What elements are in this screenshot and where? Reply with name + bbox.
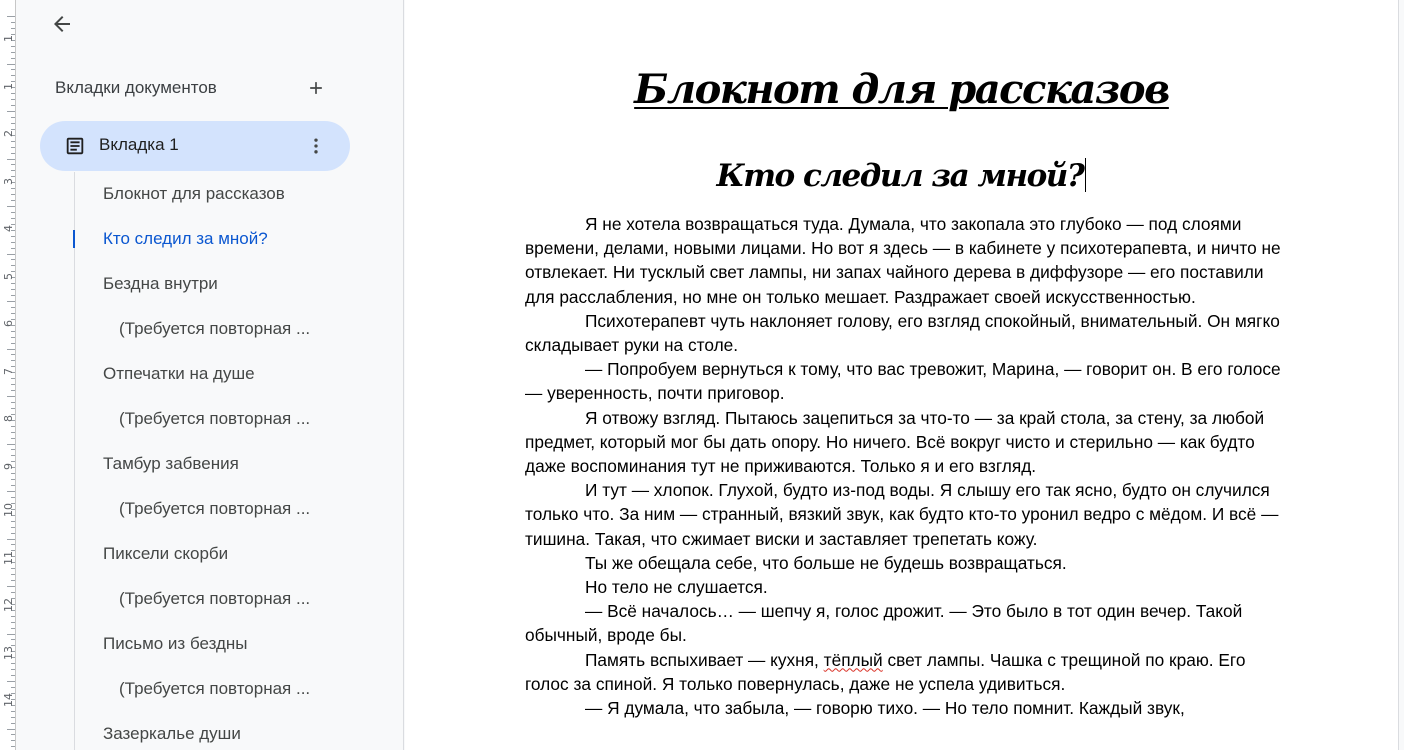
ruler-tick [11,117,15,118]
ruler-tick [11,449,15,450]
ruler-tick [11,200,15,201]
ruler-tick [11,343,15,344]
ruler-tick [11,675,15,676]
outline-heading[interactable]: Кто следил за мной? [103,229,268,248]
ruler-tick [7,681,15,682]
ruler-tick [11,259,15,260]
ruler-tick [11,337,15,338]
ruler-tick [11,740,15,741]
ruler-tick [11,283,15,284]
ruler-tick [11,723,15,724]
ruler-tick [11,69,15,70]
paragraph: Психотерапевт чуть наклоняет голову, его взгляд спокойный, внимательный. Он мягко складывает руки на столе. [525,310,1280,356]
vertical-ruler [0,0,16,750]
paragraph: Но тело не слушается. [585,577,768,598]
paragraph-text: Память вспыхивает — кухня, [585,649,824,670]
ruler-tick [7,349,15,350]
document-heading[interactable] [405,158,1398,194]
paragraph [525,648,1285,696]
ruler-tick [11,331,15,332]
ruler-tick [11,22,15,23]
tab-options-button[interactable] [304,134,328,158]
outline-subheading[interactable]: (Требуется повторная ... [119,589,311,608]
outline-subheading[interactable]: (Требуется повторная ... [119,409,311,428]
active-heading-indicator [73,230,75,248]
ruler-tick [11,521,15,522]
text-cursor [1085,158,1086,192]
ruler-tick [11,711,15,712]
ruler-tick [7,64,15,65]
ruler-tick [11,242,15,243]
ruler-tick [11,354,15,355]
ruler-tick [7,301,15,302]
outline-heading[interactable]: Зазеркалье души [103,724,241,743]
ruler-tick [11,52,15,53]
ruler-tick [7,111,15,112]
paragraph: И тут — хлопок. Глухой, будто из-под воды. Я слышу его так ясно, будто он случился только что. За ним — странный, вязкий звук, как будто кто-то уронил ведро с мёдом. И всё — тишина. Такая, что сжимает виски и заставляет трепетать кожу. [525,480,1279,549]
ruler-tick [11,123,15,124]
ruler-tick [11,473,15,474]
ruler-number: 9 [2,462,15,470]
ruler-tick [11,313,15,314]
ruler-tick [11,622,15,623]
outline-heading[interactable]: Бездна внутри [103,274,218,293]
outline-heading[interactable]: Отпечатки на душе [103,364,255,383]
heading-text: Кто следил за мной? [716,158,1084,194]
ruler-tick [7,159,15,160]
ruler-tick [11,669,15,670]
ruler-tick [11,426,15,427]
ruler-tick [11,580,15,581]
ruler-tick [7,396,15,397]
paragraph-text: свет лампы. Чашка с трещиной по краю. Его голос за спиной. Я только повернулась, даже не успела удивиться. [525,649,1246,694]
document-title[interactable]: Блокнот для рассказов [634,66,1169,113]
ruler-tick [11,75,15,76]
ruler-tick [11,663,15,664]
ruler-tick [11,384,15,385]
add-tab-button[interactable] [304,76,328,100]
outline-heading[interactable]: Пиксели скорби [103,544,229,563]
ruler-tick [11,218,15,219]
ruler-tick [11,479,15,480]
ruler-number: 4 [2,225,15,232]
document-tabs-sidebar [16,0,404,750]
ruler-tick [11,455,15,456]
ruler-tick [11,527,15,528]
plus-icon [306,78,326,98]
ruler-number: 7 [2,367,15,375]
paragraph: Я не хотела возвращаться туда. Думала, что закопала это глубоко — под слоями времени, делами, новыми лицами. Но вот я здесь — в кабинете у психотерапевта, и ничто не отвлекает. Ни тусклый свет лампы, ни запах чайного дерева в диффузоре — его поставили для расслабления, но мне он только мешает. Раздражает своей искусственностью. [525,214,1281,307]
paragraph: Я отвожу взгляд. Пытаюсь зацепиться за что-то — за край стола, за стену, за любой предмет, который мог бы дать опору. Но ничего. Всё вокруг чисто и стерильно — как будто даже воспоминания тут не приживаются. Только я и его взгляд. [525,407,1265,477]
document-outline [74,172,375,750]
ruler-number: 3 [2,177,15,185]
ruler-tick [11,46,15,47]
ruler-tick [7,16,15,17]
ruler-tick [11,360,15,361]
tab-item-active[interactable] [40,121,350,171]
ruler-tick [7,444,15,445]
ruler-tick [11,408,15,409]
ruler-tick [11,147,15,148]
ruler-tick [11,616,15,617]
ruler-tick [11,105,15,106]
document-page[interactable] [405,0,1399,750]
ruler-tick [11,93,15,94]
ruler-tick [11,533,15,534]
ruler-number: 14 [2,693,15,707]
document-icon [64,135,86,157]
paragraph: — Я думала, что забыла, — говорю тихо. — Но тело помнит. Каждый звук, [585,698,1185,719]
ruler-tick [11,153,15,154]
outline-subheading[interactable]: (Требуется повторная ... [119,679,311,698]
ruler-tick [11,378,15,379]
ruler-tick [11,628,15,629]
ruler-tick [11,746,15,747]
ruler-tick [11,568,15,569]
ruler-tick [11,574,15,575]
ruler-tick [11,402,15,403]
ruler-number: 12 [2,598,15,612]
ruler-tick [11,307,15,308]
document-body[interactable] [525,212,1285,720]
ruler-number: 13 [2,645,15,660]
ruler-number: 1 [2,35,15,42]
outline-heading[interactable]: Письмо из бездны [103,634,248,653]
outline-heading[interactable]: Блокнот для рассказов [103,184,285,203]
ruler-tick [11,717,15,718]
more-vertical-icon [306,136,326,156]
ruler-tick [11,265,15,266]
ruler-tick [11,141,15,142]
ruler-tick [11,295,15,296]
page-edge [1399,0,1404,750]
ruler-tick [11,497,15,498]
paragraph: — Всё началось… — шепчу я, голос дрожит. — Это было в тот один вечер. Такой обычный, вроде бы. [525,601,1243,646]
ruler-tick [7,539,15,540]
ruler-number: 2 [2,130,15,137]
back-button[interactable] [50,12,74,36]
ruler-number: 8 [2,415,15,422]
ruler-tick [11,212,15,213]
outline-subheading[interactable]: (Требуется повторная ... [119,499,311,518]
ruler-tick [11,289,15,290]
ruler-tick [7,729,15,730]
ruler-number: 10 [2,503,15,517]
ruler-tick [11,485,15,486]
ruler-number: 5 [2,272,15,280]
ruler-number: 11 [2,550,15,565]
paragraph: Ты же обещала себе, что больше не будешь возвращаться. [585,552,1067,573]
tab-label: Вкладка 1 [99,135,179,154]
tabs-header-label: Вкладки документов [55,78,217,97]
ruler-tick [7,586,15,587]
ruler-tick [11,734,15,735]
ruler-tick [11,99,15,100]
ruler-tick [11,438,15,439]
ruler-tick [7,206,15,207]
ruler-tick [11,188,15,189]
ruler-tick [7,491,15,492]
ruler-tick [11,639,15,640]
arrow-left-icon [50,12,74,36]
ruler-tick [11,236,15,237]
ruler-tick [11,544,15,545]
ruler-number: 6 [2,320,15,327]
paragraph: — Попробуем вернуться к тому, что вас тревожит, Марина, — говорит он. В его голосе — уверенность, почти приговор. [525,359,1281,404]
ruler-tick [11,390,15,391]
ruler-tick [7,634,15,635]
ruler-tick [11,432,15,433]
outline-subheading[interactable]: (Требуется повторная ... [119,319,311,338]
ruler-tick [7,254,15,255]
ruler-tick [11,28,15,29]
ruler-tick [11,194,15,195]
outline-heading[interactable]: Тамбур забвения [103,454,239,473]
misspelled-word[interactable]: тёплый [823,649,883,670]
ruler-tick [11,248,15,249]
ruler-tick [11,687,15,688]
ruler-tick [11,58,15,59]
ruler-tick [11,170,15,171]
ruler-tick [11,592,15,593]
ruler-tick [11,164,15,165]
ruler-number: 1 [2,82,15,90]
